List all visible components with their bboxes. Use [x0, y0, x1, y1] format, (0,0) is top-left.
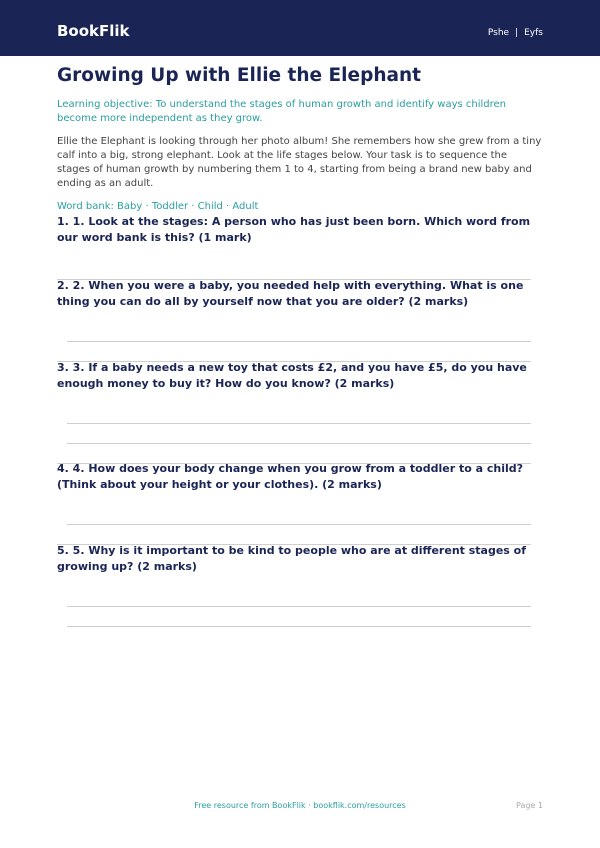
subject-label: Pshe: [487, 28, 510, 38]
page-number: Page 1: [516, 801, 543, 810]
question-2: 2. 2. When you were a baby, you needed help with everything. What is one thing you can do all by yourself now that you are older? (2 marks): [57, 279, 524, 308]
question-4: 4. 4. How does your body change when you grow from a toddler to a child? (Think about your height or your clothes). (2 marks): [57, 462, 523, 491]
answer-line[interactable]: [67, 443, 531, 444]
worksheet-intro: [57, 64, 543, 214]
word-bank: Word bank: Baby · Toddler · Child · Adult: [57, 201, 259, 212]
question-3: 3. 3. If a baby needs a new toy that costs £2, and you have £5, do you have enough money to buy it? How do you know? (2 marks): [57, 361, 527, 390]
subject-separator: |: [515, 28, 519, 38]
answer-line[interactable]: [67, 524, 531, 525]
answer-line[interactable]: [67, 423, 531, 424]
subject-tag: [488, 28, 543, 38]
stage-label: Eyfs: [524, 28, 543, 38]
question-5: 5. 5. Why is it important to be kind to people who are at different stages of growing up? (2 marks): [57, 544, 527, 573]
page-title: Growing Up with Ellie the Elephant: [57, 65, 421, 86]
answer-line[interactable]: [67, 626, 531, 627]
intro-text: Ellie the Elephant is looking through her photo album! She remembers how she grew from a tiny calf into a big, strong elephant. Look at the life stages below. Your task is to sequence the stages of human growth by numbering them 1 to 4, starting from being a brand new baby and ending as an adult.: [57, 136, 542, 189]
learning-objective: Learning objective: To understand the stages of human growth and identify ways children become more independent as they grow.: [57, 99, 506, 124]
question-1: 1. 1. Look at the stages: A person who has just been born. Which word from our word bank is this? (1 mark): [57, 215, 531, 244]
brand-logo: BookFlik: [57, 22, 130, 40]
header-bar: [0, 0, 600, 56]
answer-line[interactable]: [67, 341, 531, 342]
answer-line[interactable]: [67, 606, 531, 607]
footer-resource-link[interactable]: Free resource from BookFlik · bookflik.com/resources: [194, 801, 406, 810]
